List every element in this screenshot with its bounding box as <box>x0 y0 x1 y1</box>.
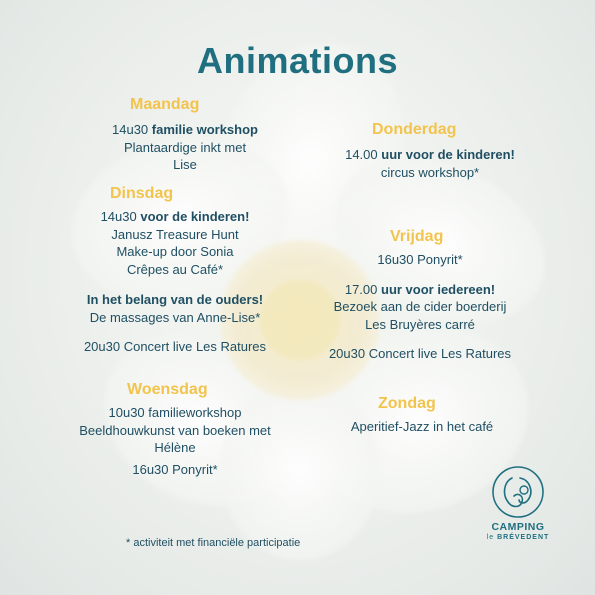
activity-line: 16u30 Ponyrit* <box>377 252 463 267</box>
activity-line: circus workshop* <box>380 164 480 180</box>
day-label: Vrijdag <box>390 228 444 245</box>
activity-line: 20u30 Concert live Les Ratures <box>328 346 512 361</box>
camping-logo <box>478 464 558 554</box>
schedule-tuesday <box>65 184 285 356</box>
activity-line: Aperitief-Jazz in het café <box>350 419 494 434</box>
schedule-friday <box>310 227 530 363</box>
day-label: Donderdag <box>372 121 457 138</box>
activity-line: Make-up door Sonia <box>116 244 234 259</box>
activity-line: 17.00 uur voor iedereen! <box>344 281 496 297</box>
logo-name: CAMPING <box>491 521 545 533</box>
schedule-sunday <box>312 394 532 436</box>
activity-line: Hélène <box>154 440 196 455</box>
schedule-wednesday <box>65 380 285 478</box>
day-label: Maandag <box>130 96 200 113</box>
schedule-monday <box>75 95 295 174</box>
activity-line: Lise <box>173 157 197 172</box>
activity-line: Les Bruyères carré <box>365 316 475 332</box>
day-label: Dinsdag <box>110 185 174 202</box>
activity-line: 14u30 familie workshop <box>112 122 258 137</box>
snail-spiral-icon <box>490 464 546 520</box>
page-title: Animations <box>196 40 398 81</box>
footnote: * activiteit met financiële participatie <box>126 537 301 549</box>
schedule-thursday <box>320 120 540 181</box>
activity-line: Janusz Treasure Hunt <box>111 226 239 242</box>
activity-line: Beeldhouwkunst van boeken met <box>79 422 271 438</box>
activity-line: 20u30 Concert live Les Ratures <box>83 339 267 354</box>
activity-line: 14.00 uur voor de kinderen! <box>345 147 515 162</box>
activity-line: De massages van Anne-Lise* <box>89 309 261 325</box>
logo-subtitle: le BRÉVEDENT <box>486 534 550 541</box>
activity-line: Crêpes au Café* <box>126 261 224 277</box>
activity-line: Bezoek aan de cider boerderij <box>333 299 507 314</box>
activity-line: 14u30 voor de kinderen! <box>100 209 250 224</box>
activity-line: 10u30 familieworkshop <box>108 405 242 420</box>
day-label: Woensdag <box>127 381 208 398</box>
activity-line: 16u30 Ponyrit* <box>132 461 218 477</box>
day-label: Zondag <box>378 395 436 412</box>
activity-line: In het belang van de ouders! <box>86 292 264 307</box>
activity-line: Plantaardige inkt met <box>123 139 247 155</box>
